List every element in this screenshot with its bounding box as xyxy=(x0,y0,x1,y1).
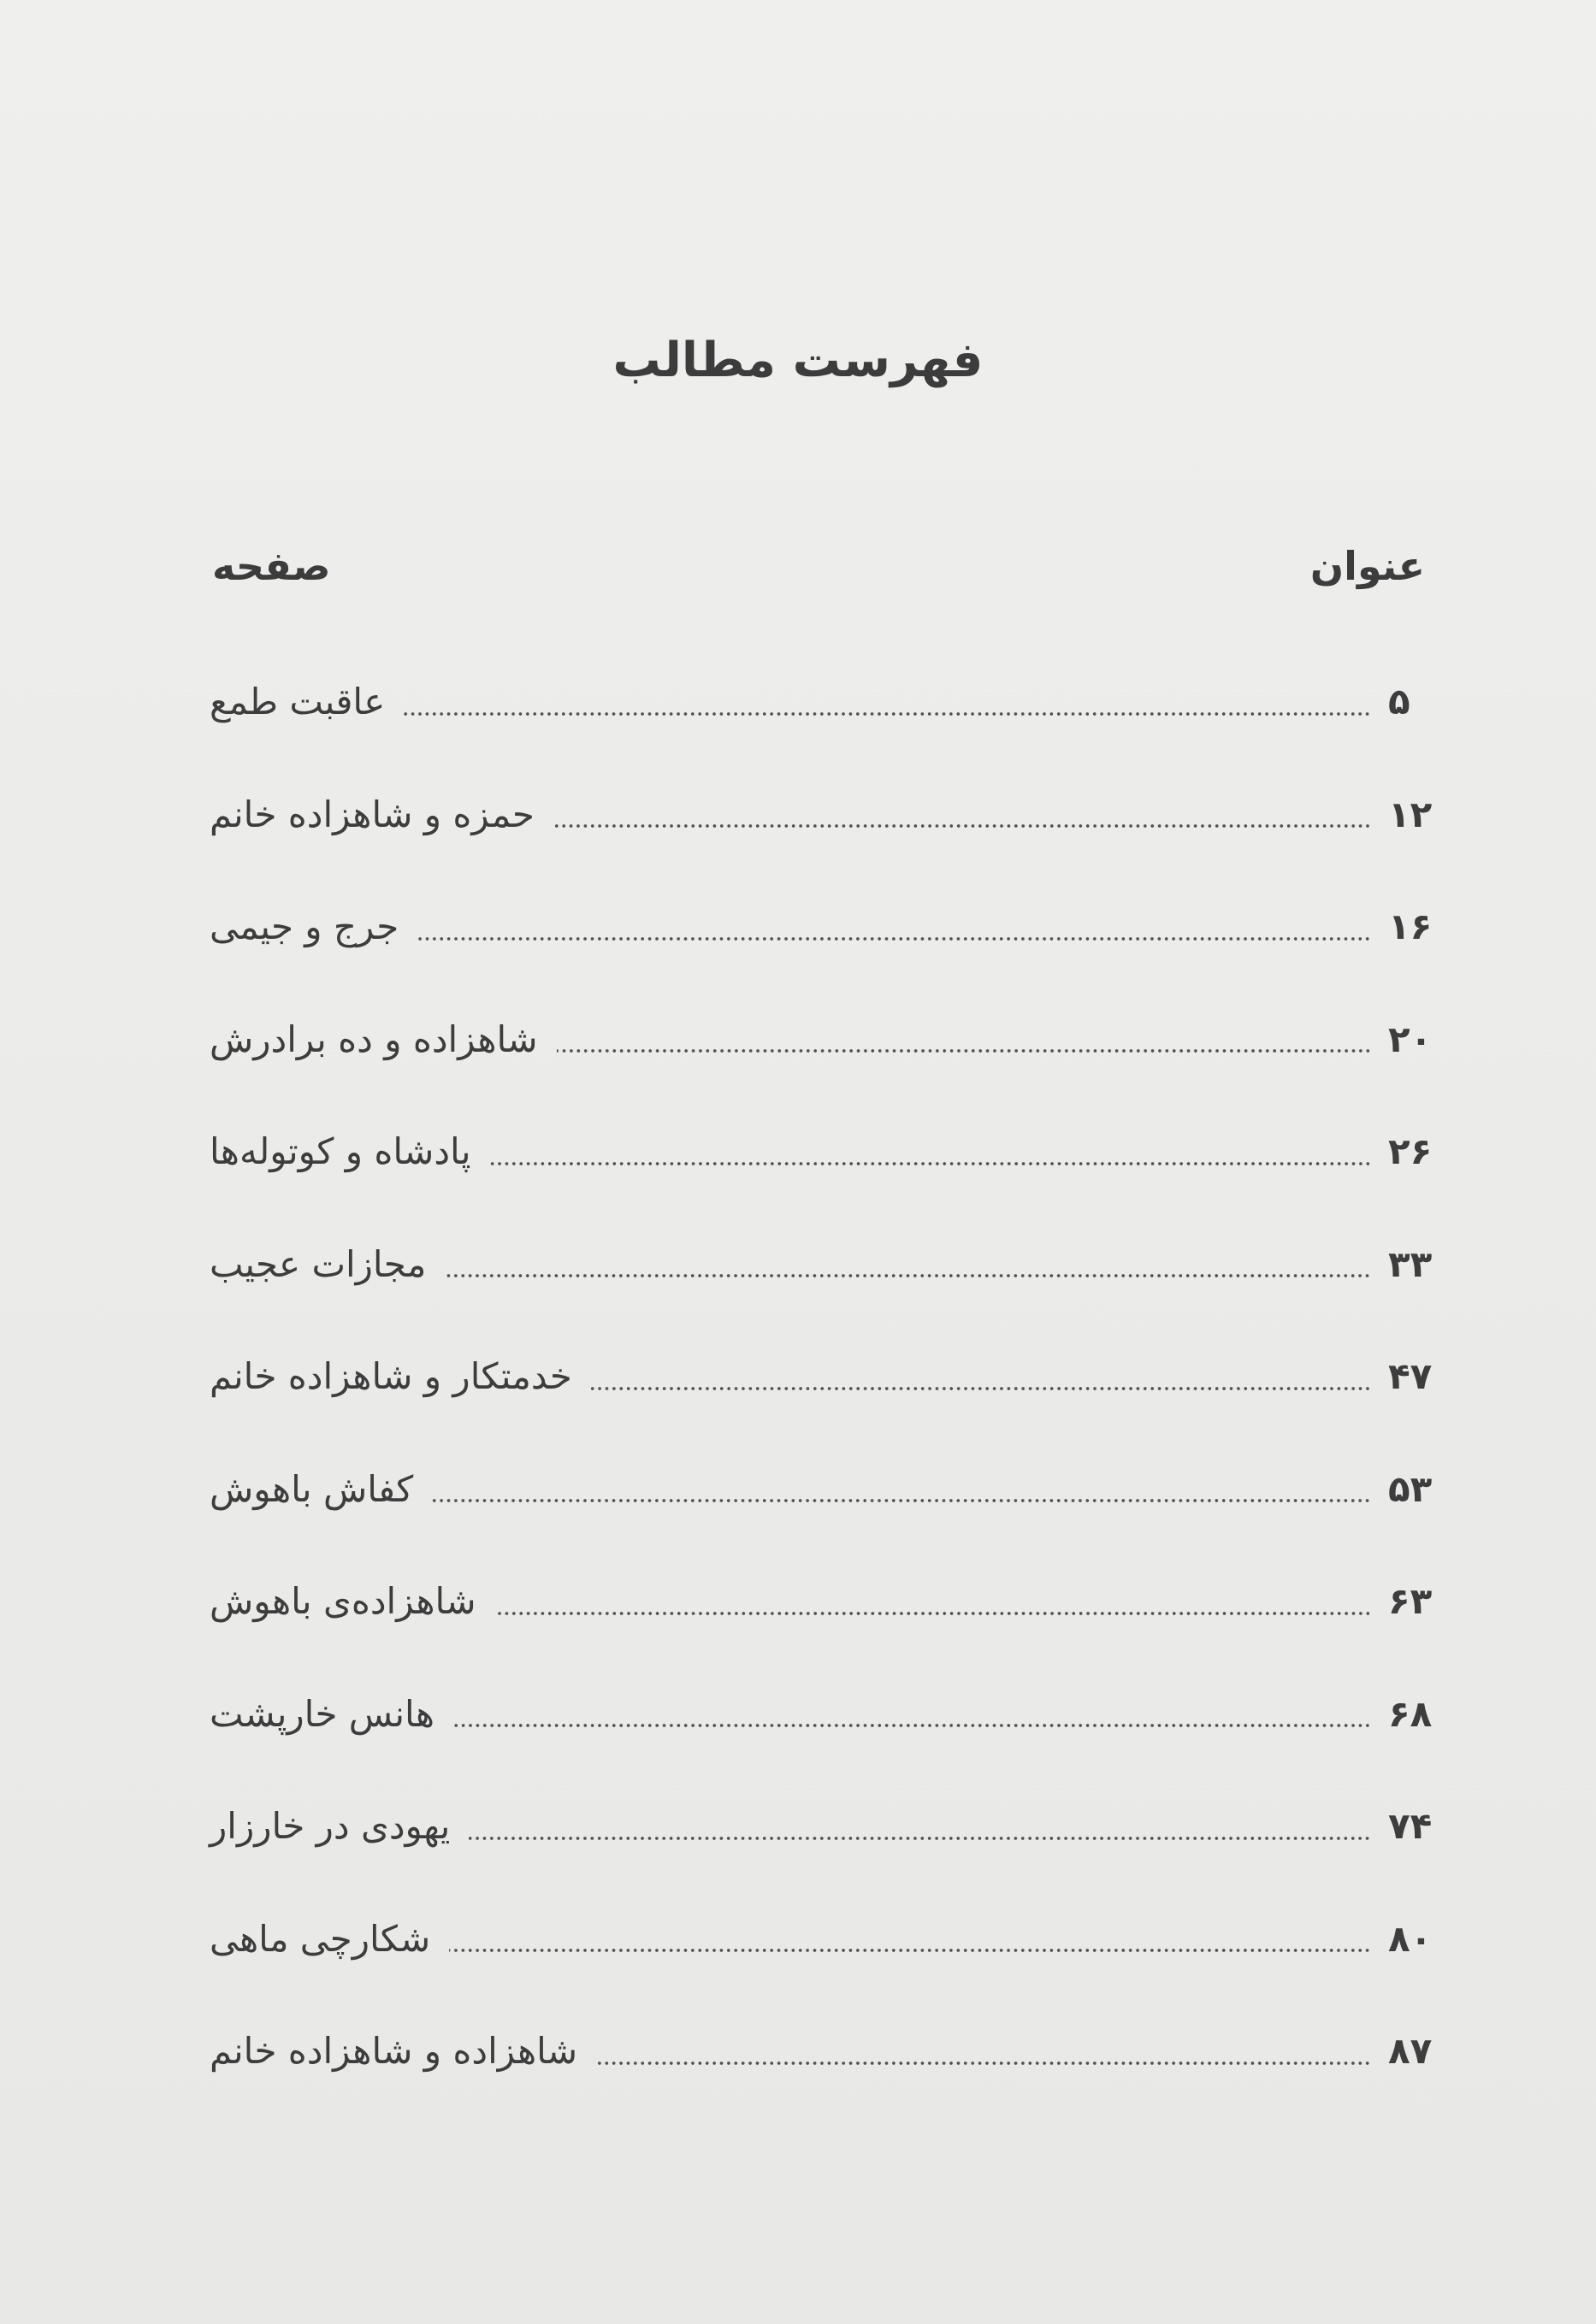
toc-entry xyxy=(210,1095,1441,1208)
toc-entry xyxy=(210,1433,1441,1546)
toc-entry xyxy=(210,758,1441,871)
toc-entry-title: عاقبت طمع xyxy=(210,681,386,723)
toc-entry-title: جرج و جیمی xyxy=(210,905,399,948)
dot-leader xyxy=(469,1836,1371,1841)
toc-entry-page: ۲۶ xyxy=(1388,1130,1433,1173)
column-header-page: صفحه xyxy=(212,543,331,589)
toc-entry-page: ۷۴ xyxy=(1388,1805,1433,1848)
toc-entry xyxy=(210,1545,1441,1658)
toc-entry-title: شاهزاده و شاهزاده خانم xyxy=(210,2030,578,2073)
toc-entry xyxy=(210,870,1441,983)
dot-leader xyxy=(445,1273,1371,1278)
dot-leader xyxy=(591,1386,1371,1391)
dot-leader xyxy=(417,936,1371,941)
page-title: فهرست مطالب xyxy=(612,333,984,388)
toc-entry-page: ۱۶ xyxy=(1388,905,1433,948)
dot-leader xyxy=(453,1723,1371,1728)
dot-leader xyxy=(432,1498,1371,1503)
toc-entry xyxy=(210,1658,1441,1771)
toc-entry-title: هانس خارپشت xyxy=(210,1692,434,1735)
dot-leader xyxy=(490,1161,1371,1166)
toc-entry-title: شاهزاده‌ی باهوش xyxy=(210,1580,476,1623)
toc-entry-page: ۸۰ xyxy=(1388,1917,1433,1960)
dot-leader xyxy=(495,1611,1371,1616)
toc-entry-title: حمزه و شاهزاده خانم xyxy=(210,793,535,835)
toc-entry-title: مجازات عجیب xyxy=(210,1242,427,1285)
toc-entry xyxy=(210,1320,1441,1433)
toc-entry-page: ۳۳ xyxy=(1388,1242,1433,1285)
toc-entry xyxy=(210,1208,1441,1321)
toc-entry-title: یهودی در خارزار xyxy=(210,1805,451,1848)
toc-entry-page: ۶۳ xyxy=(1388,1580,1433,1623)
toc-entry xyxy=(210,1883,1441,1996)
dot-leader xyxy=(557,1048,1371,1053)
toc-entry-title: پادشاه و کوتوله‌ها xyxy=(210,1130,471,1173)
toc-entry-page: ۱۲ xyxy=(1388,793,1433,835)
dot-leader xyxy=(404,711,1371,717)
dot-leader xyxy=(553,823,1371,829)
toc-entry xyxy=(210,646,1441,758)
toc-entry-title: کفاش باهوش xyxy=(210,1467,414,1510)
toc-entry-title: خدمتکار و شاهزاده خانم xyxy=(210,1355,572,1398)
toc-entry-page: ۵ xyxy=(1388,681,1410,723)
toc-entry-title: شکارچی ماهی xyxy=(210,1917,431,1960)
dot-leader xyxy=(596,2061,1371,2066)
toc-entry xyxy=(210,983,1441,1096)
toc-entry-page: ۴۷ xyxy=(1388,1355,1433,1398)
toc-entry-page: ۲۰ xyxy=(1388,1017,1433,1060)
column-header-title: عنوان xyxy=(1309,543,1425,589)
dot-leader xyxy=(449,1948,1371,1953)
toc-entry-page: ۶۸ xyxy=(1388,1692,1433,1735)
table-of-contents xyxy=(210,646,1441,2108)
toc-entry xyxy=(210,1995,1441,2108)
toc-entry-page: ۸۷ xyxy=(1388,2030,1433,2073)
toc-entry-title: شاهزاده و ده برادرش xyxy=(210,1017,538,1060)
toc-entry-page: ۵۳ xyxy=(1388,1467,1433,1510)
toc-entry xyxy=(210,1770,1441,1883)
